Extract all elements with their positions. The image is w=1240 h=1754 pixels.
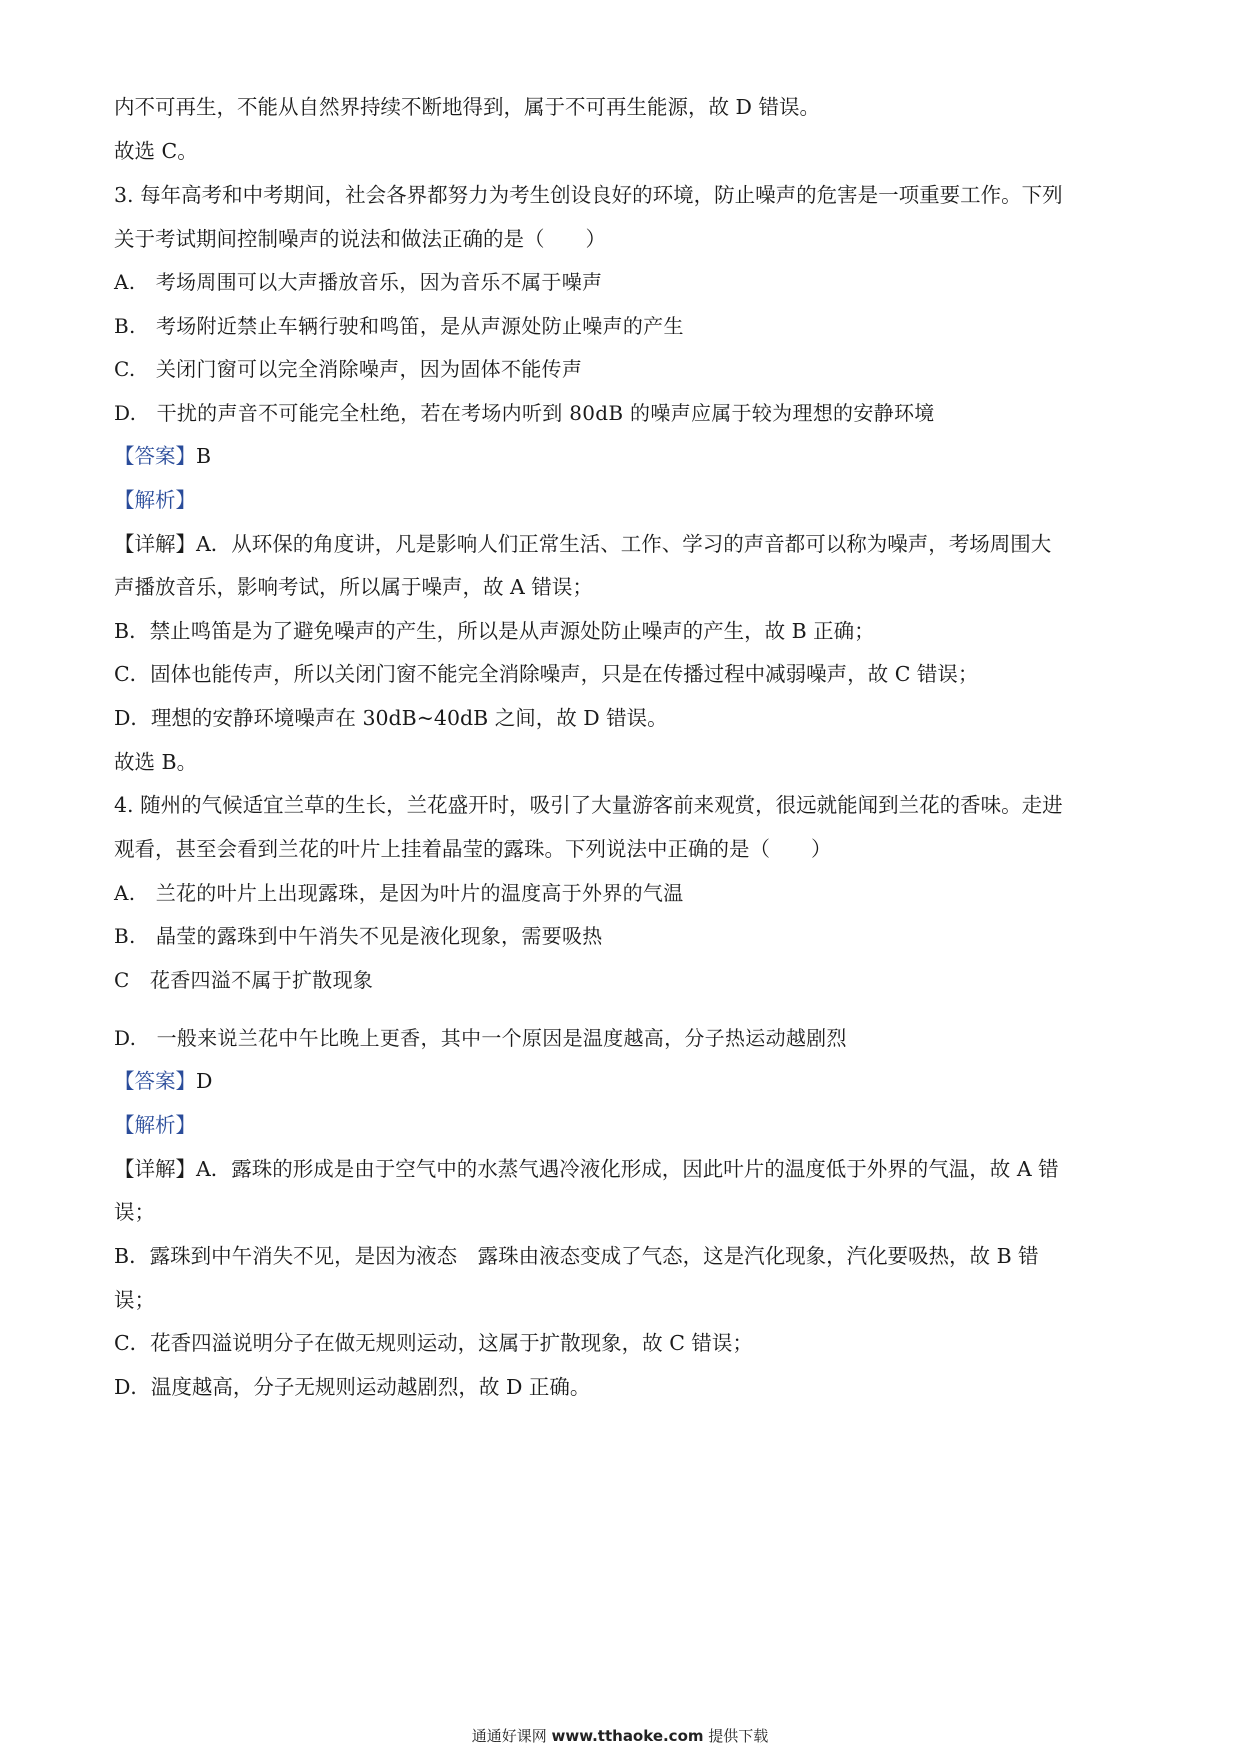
answer-tag: 【答案】 (114, 1069, 196, 1093)
footer-suffix: 提供下载 (708, 1727, 769, 1745)
q3-stem-line-2: 关于考试期间控制噪声的说法和做法正确的是（ ） (114, 227, 606, 251)
q4-detail-b-line-1: B．露珠到中午消失不见，是因为液态 露珠由液态变成了气态，这是汽化现象，汽化要吸热，故 B 错 (114, 1244, 1039, 1268)
detail-text: A．露珠的形成是由于空气中的水蒸气遇冷液化形成，因此叶片的温度低于外界的气温，故 A 错 (196, 1157, 1059, 1181)
q4-option-b: B. 晶莹的露珠到中午消失不见是液化现象，需要吸热 (114, 924, 603, 948)
q3-option-d: D. 干扰的声音不可能完全杜绝，若在考场内听到 80dB 的噪声应属于较为理想的安静环境 (114, 401, 935, 425)
q3-answer (114, 441, 1130, 471)
footer-url[interactable]: www.tthaoke.com (551, 1727, 704, 1745)
analysis-tag: 【解析】 (114, 1113, 196, 1137)
q4-option-c: C 花香四溢不属于扩散现象 (114, 968, 374, 992)
prev-choice: 故选 C。 (114, 139, 198, 163)
q3-option-a: A. 考场周围可以大声播放音乐，因为音乐不属于噪声 (114, 270, 603, 294)
q3-detail-b: B．禁止鸣笛是为了避免噪声的产生，所以是从声源处防止噪声的产生，故 B 正确； (114, 619, 875, 643)
q3-detail-line-2: 声播放音乐，影响考试，所以属于噪声，故 A 错误； (114, 575, 593, 599)
answer-value: B (196, 444, 212, 468)
q3-detail-d: D．理想的安静环境噪声在 30dB~40dB 之间，故 D 错误。 (114, 706, 668, 730)
q4-detail-line-2: 误； (114, 1200, 155, 1224)
q3-option-b: B. 考场附近禁止车辆行驶和鸣笛，是从声源处防止噪声的产生 (114, 314, 684, 338)
analysis-tag: 【解析】 (114, 488, 196, 512)
q3-choice: 故选 B。 (114, 750, 198, 774)
q4-option-d: D. 一般来说兰花中午比晚上更香，其中一个原因是温度越高，分子热运动越剧烈 (114, 1026, 847, 1050)
q4-answer (114, 1066, 1130, 1096)
footer-site-name: 通通好课网 (471, 1727, 547, 1745)
q3-detail-line-1 (114, 529, 1130, 559)
q4-stem-line-1: 4. 随州的气候适宜兰草的生长，兰花盛开时，吸引了大量游客前来观赏，很远就能闻到兰花的香味。走进 (114, 793, 1063, 817)
q4-option-a: A. 兰花的叶片上出现露珠，是因为叶片的温度高于外界的气温 (114, 881, 684, 905)
detail-text: A．从环保的角度讲，凡是影响人们正常生活、工作、学习的声音都可以称为噪声，考场周围大 (196, 532, 1052, 556)
q4-detail-d: D．温度越高，分子无规则运动越剧烈，故 D 正确。 (114, 1375, 591, 1399)
q3-analysis-tag (114, 485, 1130, 515)
page-footer (0, 1726, 1240, 1746)
answer-value: D (196, 1069, 213, 1093)
q3-stem-line-1: 3. 每年高考和中考期间，社会各界都努力为考生创设良好的环境，防止噪声的危害是一项重要工作。下列 (114, 183, 1063, 207)
q4-analysis-tag (114, 1110, 1130, 1140)
q3-option-c: C. 关闭门窗可以完全消除噪声，因为固体不能传声 (114, 357, 583, 381)
q4-detail-line-1 (114, 1154, 1130, 1184)
q3-detail-c: C．固体也能传声，所以关闭门窗不能完全消除噪声，只是在传播过程中减弱噪声，故 C 错误； (114, 662, 979, 686)
detail-tag: 【详解】 (114, 1157, 196, 1181)
detail-tag: 【详解】 (114, 532, 196, 556)
q4-detail-b-line-2: 误； (114, 1288, 155, 1312)
prev-solution-line: 内不可再生，不能从自然界持续不断地得到，属于不可再生能源，故 D 错误。 (114, 95, 820, 119)
answer-tag: 【答案】 (114, 444, 196, 468)
q4-stem-line-2: 观看，甚至会看到兰花的叶片上挂着晶莹的露珠。下列说法中正确的是（ ） (114, 837, 832, 861)
q4-detail-c: C．花香四溢说明分子在做无规则运动，这属于扩散现象，故 C 错误； (114, 1331, 753, 1355)
